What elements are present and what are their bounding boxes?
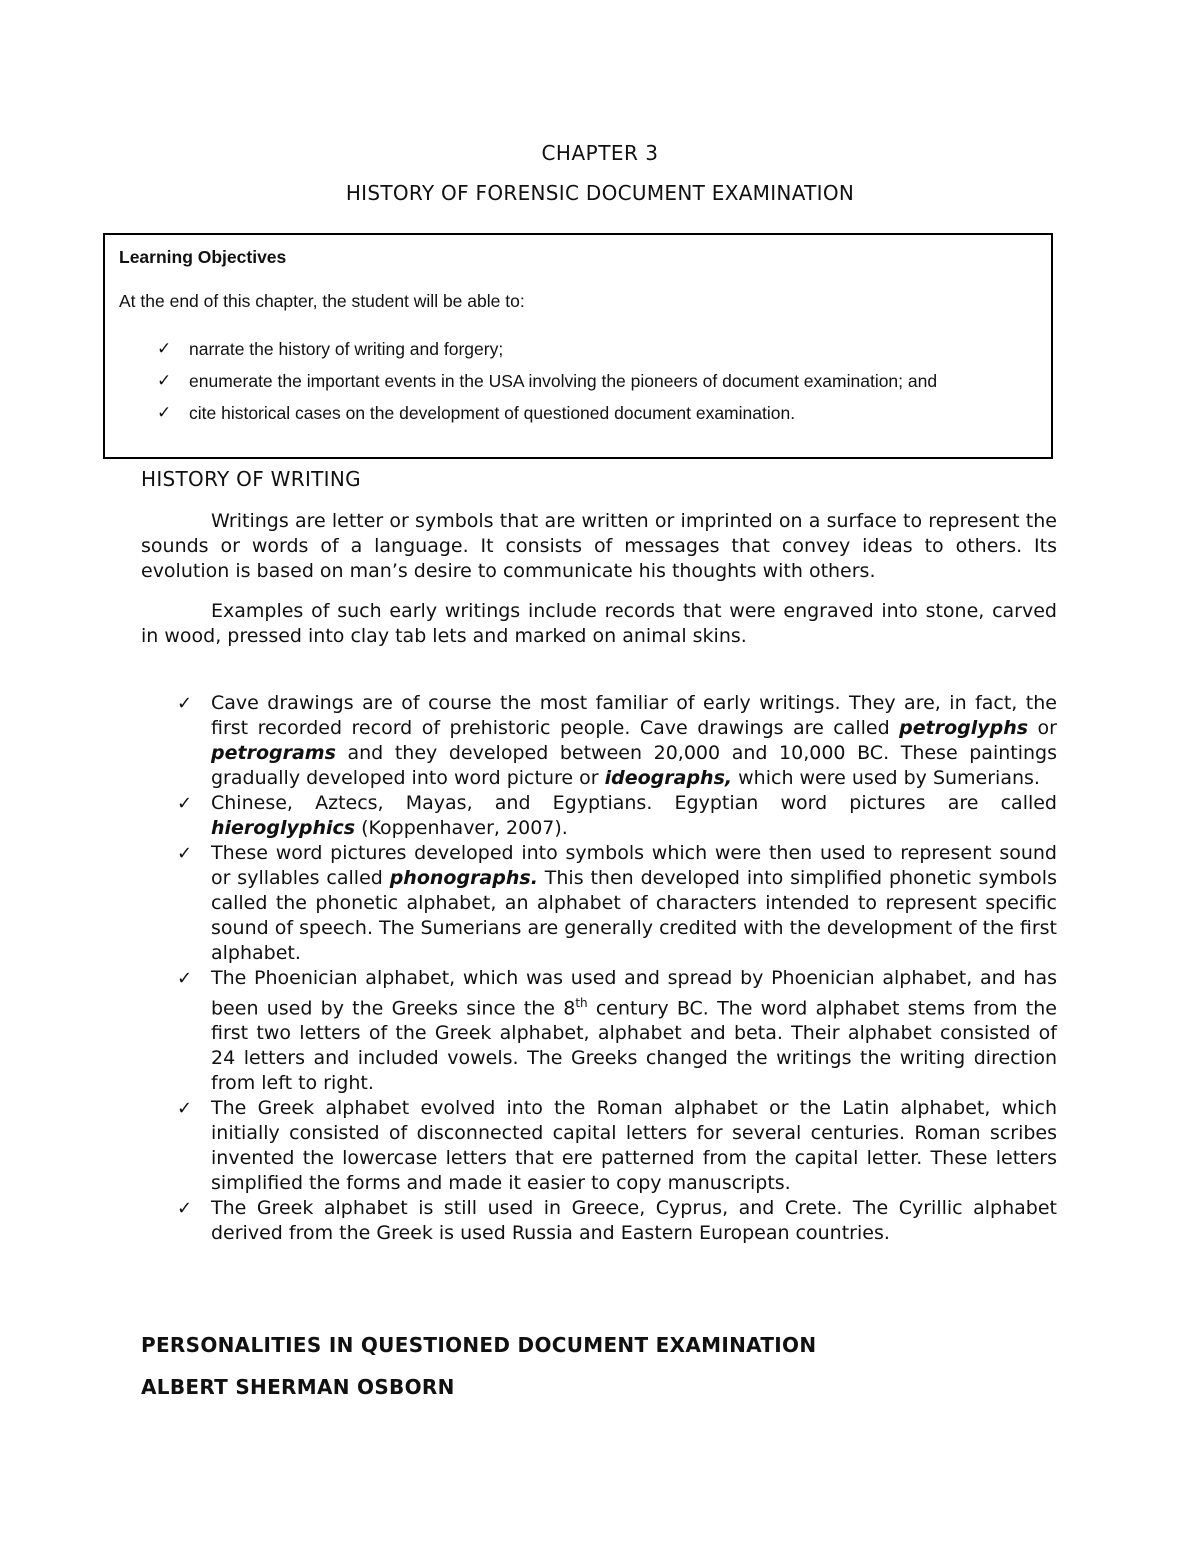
check-mark-icon: ✓ [157, 403, 172, 423]
bullet-item: ✓ These word pictures developed into symbols which were then used to represent sound or syllables called phonographs. This then developed into simplified phonetic symbols called the phonetic alphabet, an alphabet of characters intended to represent specific sound of speech. The Sumerians are generally credited with the development of the first alphabet. [177, 842, 1057, 964]
objective-item: ✓ narrate the history of writing and forgery; [119, 335, 1037, 363]
bullet-item: ✓ Cave drawings are of course the most familiar of early writings. They are, in fact, the first recorded record of prehistoric people. Cave drawings are called petroglyphs or petrograms and they developed between 20,000 and 10,000 BC. These paintings gradually developed into word picture or ideographs, which were used by Sumerians. [177, 692, 1057, 789]
learning-objectives-box [103, 233, 1053, 459]
bullet-item: ✓ The Greek alphabet evolved into the Roman alphabet or the Latin alphabet, which initially consisted of disconnected capital letters for several centuries. Roman scribes invented the lowercase letters that ere patterned from the capital letter. These letters simplified the forms and made it easier to copy manuscripts. [177, 1097, 1057, 1195]
objectives-list [119, 335, 1037, 427]
objective-item: ✓ enumerate the important events in the USA involving the pioneers of document examination; and [119, 367, 1037, 395]
history-bullets [141, 691, 1057, 1246]
personality-subsection [141, 1375, 1057, 1399]
chapter-number: CHAPTER 3 [541, 141, 659, 165]
check-mark-icon: ✓ [157, 339, 172, 359]
history-of-writing-section [141, 467, 1057, 491]
subsection-heading: ALBERT SHERMAN OSBORN [141, 1375, 455, 1399]
check-mark-icon: ✓ [177, 793, 193, 814]
objectives-intro: At the end of this chapter, the student will be able to: [119, 291, 525, 311]
check-mark-icon: ✓ [177, 1198, 193, 1220]
chapter-title: HISTORY OF FORENSIC DOCUMENT EXAMINATION [345, 181, 855, 205]
check-mark-icon: ✓ [177, 843, 193, 864]
check-mark-icon: ✓ [177, 1098, 193, 1120]
section-heading: HISTORY OF WRITING [141, 467, 361, 491]
bullet-item: ✓ The Phoenician alphabet, which was used and spread by Phoenician alphabet, and has been used by the Greeks since the 8th century BC. The word alphabet stems from the first two letters of the Greek alphabet, alphabet and beta. Their alphabet consisted of 24 letters and included vowels. The Greeks changed the writings the writing direction from left to right. [177, 967, 1057, 1095]
term-ideographs: ideographs, [604, 767, 733, 789]
bullet-item: ✓ Chinese, Aztecs, Mayas, and Egyptians. Egyptian word pictures are called hieroglyphics (Koppenhaver, 2007). [177, 792, 1057, 839]
history-paragraphs [141, 509, 1057, 649]
term-phonographs: phonographs. [389, 867, 538, 889]
superscript: th [575, 996, 588, 1010]
bullet-item: ✓ The Greek alphabet is still used in Greece, Cyprus, and Crete. The Cyrillic alphabet derived from the Greek is used Russia and Eastern European countries. [177, 1197, 1057, 1245]
objective-item: ✓ cite historical cases on the development of questioned document examination. [119, 399, 1037, 427]
paragraph: Writings are letter or symbols that are written or imprinted on a surface to represent the sounds or words of a language. It consists of messages that convey ideas to others. Its evolution is based on man’s desire to communicate his thoughts with others. [141, 510, 1057, 582]
check-mark-icon: ✓ [177, 693, 193, 714]
section-heading: PERSONALITIES IN QUESTIONED DOCUMENT EXAMINATION [141, 1333, 817, 1357]
term-petrograms: petrograms [211, 742, 336, 764]
check-mark-icon: ✓ [157, 371, 172, 391]
check-mark-icon: ✓ [177, 968, 193, 989]
personalities-section [141, 1333, 1057, 1357]
term-hieroglyphics: hieroglyphics [211, 817, 356, 839]
term-petroglyphs: petroglyphs [899, 717, 1029, 739]
objectives-heading: Learning Objectives [119, 247, 287, 267]
paragraph: Examples of such early writings include records that were engraved into stone, carved in wood, pressed into clay tab lets and marked on animal skins. [141, 600, 1057, 647]
bullet-list [141, 691, 1057, 1246]
